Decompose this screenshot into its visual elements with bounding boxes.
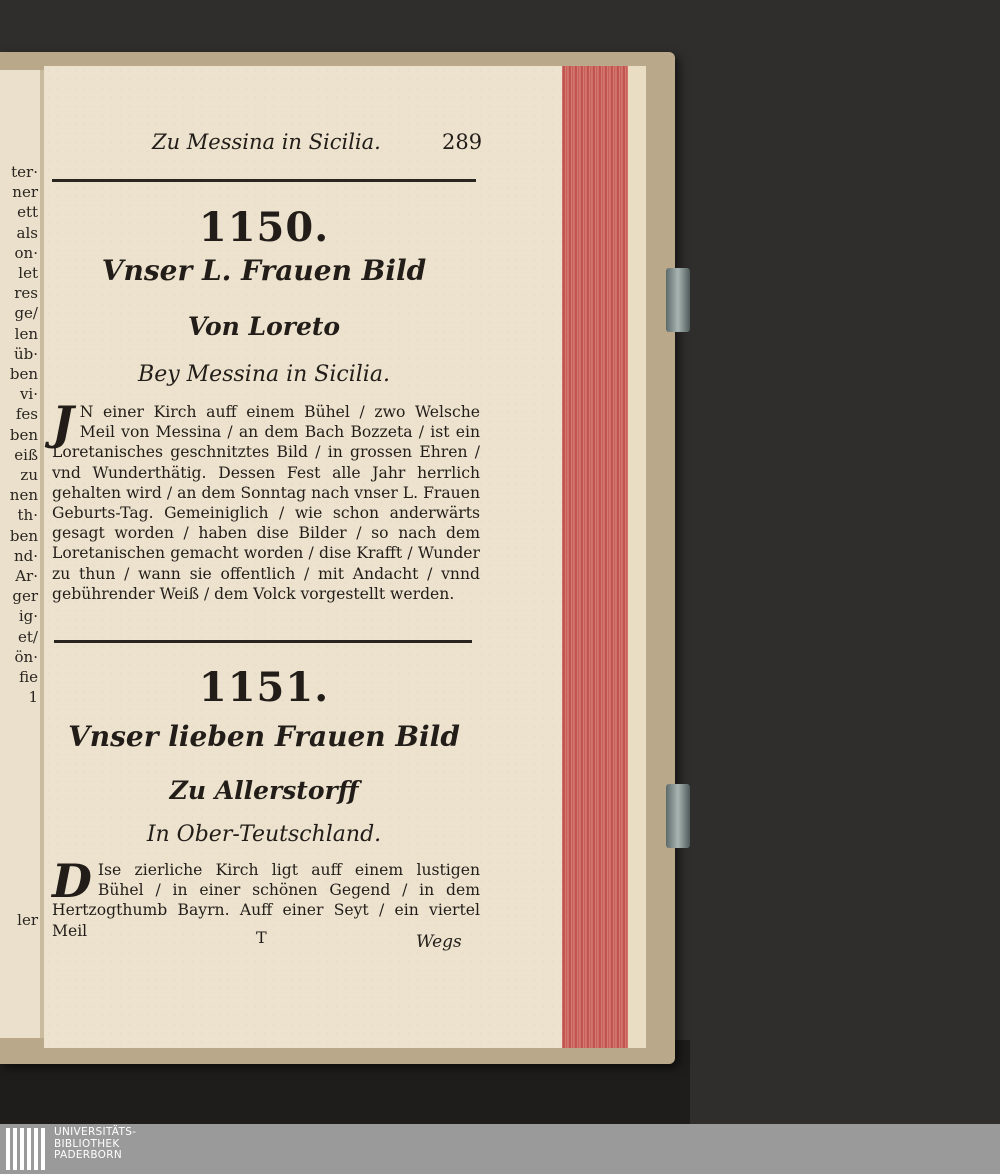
- catchword: Wegs: [416, 932, 462, 952]
- left-page-line: len: [14, 324, 38, 343]
- left-page-line: [0, 768, 42, 788]
- signature-mark: T: [256, 928, 267, 947]
- page-number: 289: [442, 130, 483, 154]
- left-page: [0, 70, 42, 1038]
- library-logo-icon: [6, 1128, 46, 1170]
- left-page-fragments: [0, 70, 42, 930]
- left-page-line: ner: [12, 183, 38, 202]
- left-page-line: fes: [15, 405, 38, 424]
- left-page-line: ter·: [11, 163, 38, 181]
- footer-bar: [0, 1124, 1000, 1174]
- drop-capital: D: [52, 854, 92, 908]
- left-page-line: [0, 829, 42, 849]
- left-page-line: ler: [17, 910, 38, 929]
- left-page-line: vi·: [19, 385, 38, 404]
- entry-subtitle: Zu Allerstorff: [169, 776, 359, 805]
- left-page-line: [0, 728, 42, 748]
- library-logo-text: [54, 1127, 136, 1162]
- left-page-line: 1: [28, 688, 38, 707]
- left-page-line: [0, 788, 42, 808]
- left-page-line: [0, 707, 42, 727]
- left-page-line: [0, 748, 42, 768]
- left-page-line: ben: [9, 425, 38, 444]
- entry-text: N einer Kirch auff einem Bühel / zwo Welsche Meil von Messina / an dem Bach Bozzeta / ist ein Loretanisches geschnitztes Bild / in grossen Ehren / vnd Wunderthätig. Dessen Fest alle Jahr herrlich gehalten wird / an dem Sonntag nach vnser L. Frauen Geburts-Tag. Gemeiniglich / wie schon anderwärts gesagt worden / haben dise Bilder / so nach dem Loretanischen gemacht worden / dise Krafft / Wunder zu thun / wann sie offentlich / mit Andacht / vnnd gebührender Weiß / dem Volck vorgestellt werden.: [52, 403, 480, 603]
- clasp-top: [666, 268, 690, 332]
- logo-line: BIBLIOTHEK: [54, 1137, 120, 1150]
- left-page-line: ig·: [18, 607, 38, 626]
- left-page-line: nd·: [13, 546, 38, 565]
- logo-line: PADERBORN: [54, 1149, 122, 1161]
- left-page-line: [0, 889, 42, 909]
- left-page-line: zu: [20, 466, 38, 485]
- left-page-line: Ar·: [15, 567, 38, 586]
- left-page-line: als: [16, 223, 38, 242]
- running-title: Zu Messina in Sicilia.: [152, 130, 381, 154]
- drop-capital: J: [52, 396, 74, 450]
- left-page-line: res: [14, 284, 38, 303]
- left-page-line: ben: [9, 526, 38, 545]
- left-page-line: eiß: [14, 445, 38, 464]
- entry-number: 1150.: [198, 204, 330, 251]
- entry-title: Vnser lieben Frauen Bild: [68, 720, 460, 753]
- entry-number: 1151.: [198, 664, 330, 711]
- entry-location: In Ober-Teutschland.: [146, 822, 382, 847]
- entry-location: Bey Messina in Sicilia.: [138, 362, 390, 387]
- left-page-line: fie: [19, 668, 38, 687]
- clasp-bottom: [666, 784, 690, 848]
- left-page-line: th·: [17, 506, 38, 525]
- logo-line: UNIVERSITÄTS-: [54, 1126, 137, 1138]
- left-page-line: ett: [17, 203, 38, 222]
- left-page-line: nen: [9, 486, 38, 505]
- left-page-line: ge/: [14, 304, 38, 323]
- page-edges-red: [560, 66, 630, 1048]
- entry-subtitle: Von Loreto: [187, 312, 341, 341]
- left-page-line: [0, 869, 42, 889]
- entry-text: Ise zierliche Kirch ligt auff einem lustigen Bühel / in einer schönen Gegend / in dem Hertzogthumb Bayrn. Auff einer Seyt / ein viertel Meil: [52, 861, 480, 940]
- divider-rule: [52, 179, 476, 182]
- left-page-line: üb·: [13, 344, 38, 363]
- left-page-line: let: [18, 264, 38, 283]
- left-page-line: ger: [12, 587, 38, 606]
- left-page-line: [0, 849, 42, 869]
- entry-title: Vnser L. Frauen Bild: [101, 254, 427, 287]
- left-page-line: on·: [14, 243, 38, 262]
- left-page-line: ben: [9, 365, 38, 384]
- left-page-line: et/: [18, 627, 38, 646]
- entry-body: [52, 396, 480, 604]
- divider-rule: [54, 640, 472, 643]
- left-page-line: [0, 809, 42, 829]
- right-page: [44, 66, 562, 1048]
- page-edges-light: [628, 66, 646, 1048]
- left-page-line: ön·: [14, 647, 38, 666]
